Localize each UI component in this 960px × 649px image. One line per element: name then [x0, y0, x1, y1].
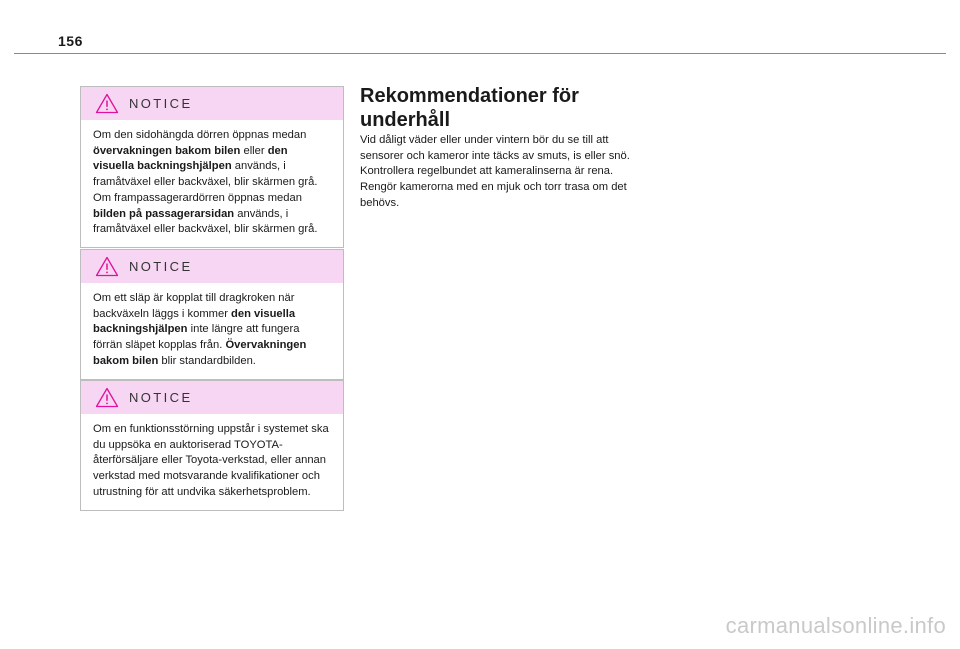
page-number: 156	[58, 33, 83, 49]
notice-title: NOTICE	[129, 259, 193, 274]
section-body	[360, 133, 630, 212]
notice-text: Om en funktionsstörning uppstår i systemet ska du uppsöka en auktoriserad TOYOTA-återförsäljare eller Toyota-verkstad, eller annan verkstad med motsvarande kvalifikationer och utrustning för att undvika säkerhetsproblem.	[93, 423, 329, 498]
header-divider	[14, 53, 946, 54]
notice-text: Om ett släp är kopplat till dragkroken när backväxeln läggs i kommer den visuella backningshjälpen inte längre att fungera förrän släpet kopplas från. Övervakningen bakom bilen blir standardbilden.	[93, 292, 307, 367]
warning-icon	[95, 387, 119, 408]
notice-header	[81, 381, 343, 414]
notice-header	[81, 250, 343, 283]
watermark: carmanualsonline.info	[725, 613, 946, 638]
paragraph: Rengör kamerorna med en mjuk och torr trasa om det behövs.	[360, 181, 627, 209]
notice-title: NOTICE	[129, 96, 193, 111]
notice-box	[80, 249, 344, 380]
warning-icon	[95, 93, 119, 114]
notice-title: NOTICE	[129, 390, 193, 405]
paragraph: Vid dåligt väder eller under vintern bör du se till att sensorer och kameror inte täcks av smuts, is eller snö.	[360, 134, 630, 162]
warning-icon	[95, 256, 119, 277]
notice-box	[80, 86, 344, 248]
notice-header	[81, 87, 343, 120]
paragraph: Kontrollera regelbundet att kameralinserna är rena.	[360, 165, 614, 178]
notice-text: Om den sidohängda dörren öppnas medan övervakningen bakom bilen eller den visuella backningshjälpen används, i framåtväxel eller backväxel, blir skärmen grå. Om frampassagerardörren öppnas medan bilden på passagerarsidan används, i framåtväxel eller backväxel, blir skärmen grå.	[93, 129, 318, 236]
section-heading: Rekommendationer för underhåll	[360, 85, 579, 131]
notice-box	[80, 380, 344, 511]
